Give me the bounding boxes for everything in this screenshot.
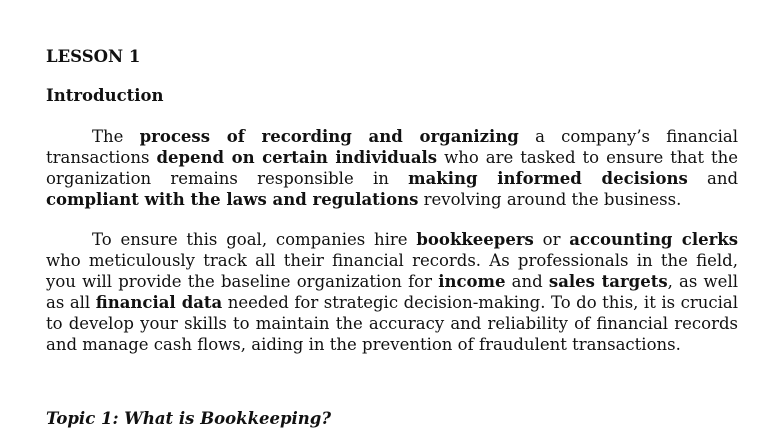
topic-heading: Topic 1: What is Bookkeeping?: [46, 409, 332, 428]
paragraph-run-bold: income: [438, 272, 506, 291]
paragraph-run: or: [533, 230, 570, 249]
paragraph-run-bold: accounting clerks: [569, 230, 739, 249]
paragraph-run: and: [687, 169, 739, 188]
paragraph-run-bold: compliant with the laws and regulations: [46, 190, 419, 209]
paragraph-run: revolving around the business.: [418, 190, 682, 209]
paragraph-run-bold: financial data: [95, 293, 223, 312]
paragraph-run: a company’s financial transactions: [46, 127, 738, 167]
paragraph-run: needed for strategic decision-making. To do this, it is crucial to develop your skills to maintain the accuracy and reliability of financial records and manage cash flows, aiding in the prevention of fraudulent transactions.: [46, 293, 738, 354]
paragraph-run: The: [92, 127, 140, 146]
intro-paragraph-1: [46, 126, 738, 210]
paragraph-run: and: [505, 272, 549, 291]
section-heading-introduction: Introduction: [46, 86, 164, 105]
paragraph-run: , as well as all: [46, 272, 738, 312]
intro-paragraph-2: [46, 229, 738, 355]
paragraph-run-bold: making informed decisions: [408, 169, 688, 188]
paragraph-run: To ensure this goal, companies hire: [92, 230, 417, 249]
paragraph-run: who meticulously track all their financial records. As professionals in the field, you will provide the baseline organization for: [46, 251, 738, 291]
paragraph-run-bold: depend on certain individuals: [156, 148, 438, 167]
paragraph-run: who are tasked to ensure that the organization remains responsible in: [46, 148, 738, 188]
paragraph-run-bold: process of recording and organizing: [139, 127, 519, 146]
paragraph-run-bold: bookkeepers: [416, 230, 534, 249]
paragraph-run-bold: sales targets: [548, 272, 668, 291]
lesson-label: LESSON 1: [46, 47, 141, 66]
